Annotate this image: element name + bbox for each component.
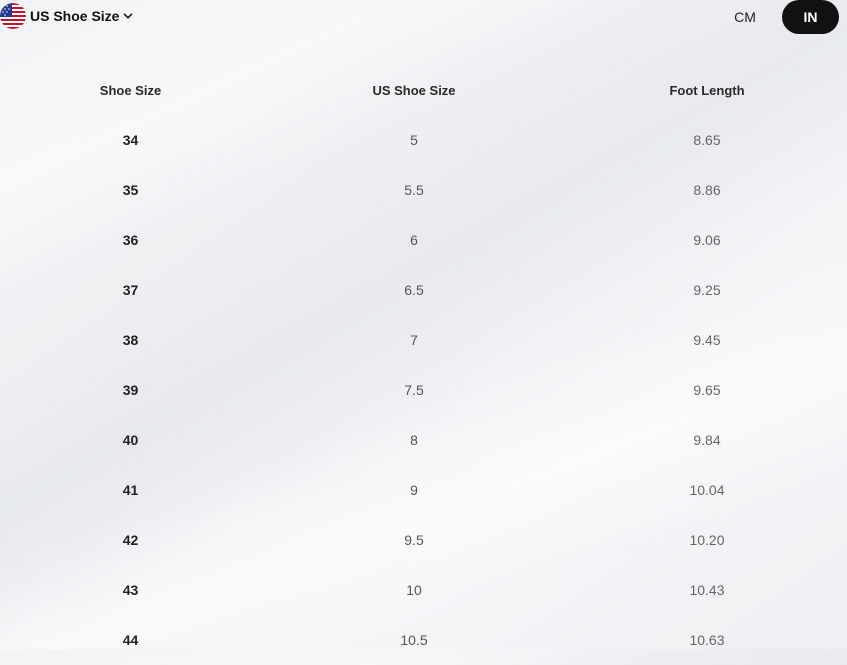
column-header-foot-length: Foot Length xyxy=(669,82,745,98)
us-size-cell: 9.5 xyxy=(404,532,424,548)
us-size-cell: 5 xyxy=(410,132,418,148)
us-size-cell: 7 xyxy=(410,332,418,348)
shoe-size-cell: 34 xyxy=(122,132,139,148)
column-header-us-shoe-size: US Shoe Size xyxy=(372,82,456,98)
size-chart-table xyxy=(0,65,847,665)
shoe-size-cell: 38 xyxy=(122,332,139,348)
us-size-cell: 10.5 xyxy=(400,632,428,648)
foot-length-cell: 9.25 xyxy=(693,282,721,298)
top-bar xyxy=(0,0,847,34)
table-row xyxy=(0,465,847,515)
shoe-size-cell: 42 xyxy=(122,532,139,548)
us-flag-icon xyxy=(0,3,26,29)
unit-toggle-cm[interactable]: CM xyxy=(734,9,756,25)
shoe-size-cell: 43 xyxy=(122,582,139,598)
chevron-down-icon xyxy=(123,11,133,21)
foot-length-cell: 10.04 xyxy=(689,482,725,498)
us-size-cell: 5.5 xyxy=(404,182,424,198)
table-row xyxy=(0,515,847,565)
foot-length-cell: 9.65 xyxy=(693,382,721,398)
shoe-size-cell: 36 xyxy=(122,232,139,248)
table-row xyxy=(0,415,847,465)
shoe-size-cell: 35 xyxy=(122,182,139,198)
table-row xyxy=(0,115,847,165)
us-size-cell: 6.5 xyxy=(404,282,424,298)
table-row xyxy=(0,165,847,215)
column-header-shoe-size: Shoe Size xyxy=(99,82,162,98)
foot-length-cell: 10.20 xyxy=(689,532,725,548)
shoe-size-cell: 44 xyxy=(122,632,139,648)
us-size-cell: 7.5 xyxy=(404,382,424,398)
foot-length-cell: 8.86 xyxy=(693,182,721,198)
us-size-cell: 10 xyxy=(406,582,422,598)
table-header-row xyxy=(0,65,847,115)
table-row xyxy=(0,215,847,265)
foot-length-cell: 10.43 xyxy=(689,582,725,598)
table-row xyxy=(0,615,847,665)
shoe-size-cell: 40 xyxy=(122,432,139,448)
us-size-cell: 6 xyxy=(410,232,418,248)
unit-toggle-in[interactable]: IN xyxy=(782,0,839,34)
foot-length-cell: 9.06 xyxy=(693,232,721,248)
table-row xyxy=(0,265,847,315)
table-row xyxy=(0,565,847,615)
country-size-dropdown[interactable] xyxy=(0,2,133,30)
country-size-label: US Shoe Size xyxy=(30,8,120,24)
shoe-size-cell: 39 xyxy=(122,382,139,398)
foot-length-cell: 9.84 xyxy=(693,432,721,448)
us-size-cell: 9 xyxy=(410,482,418,498)
foot-length-cell: 10.63 xyxy=(689,632,725,648)
foot-length-cell: 9.45 xyxy=(693,332,721,348)
shoe-size-cell: 37 xyxy=(122,282,139,298)
shoe-size-cell: 41 xyxy=(122,482,139,498)
us-size-cell: 8 xyxy=(410,432,418,448)
table-row xyxy=(0,315,847,365)
table-row xyxy=(0,365,847,415)
foot-length-cell: 8.65 xyxy=(693,132,721,148)
